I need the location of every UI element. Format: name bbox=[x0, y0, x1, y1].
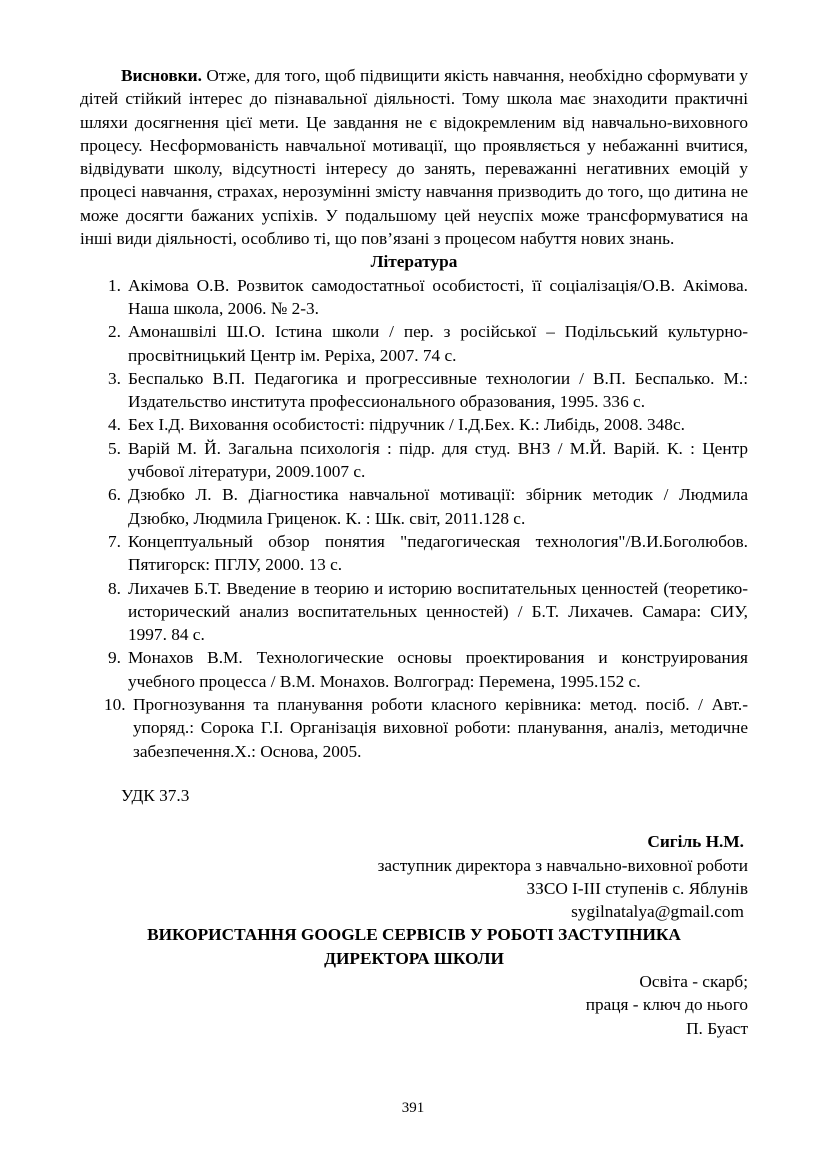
reference-item bbox=[80, 483, 748, 530]
reference-item bbox=[80, 437, 748, 484]
author-email: sygilnatalya@gmail.com bbox=[571, 902, 744, 922]
conclusion-paragraph bbox=[80, 64, 748, 250]
reference-number: 2. bbox=[108, 322, 121, 342]
literature-title: Література bbox=[370, 252, 458, 272]
reference-text: Амонашвілі Ш.О. Істина школи / пер. з російської – Подільський культурно-просвітницький Центр ім. Реріха, 2007. 74 с. bbox=[128, 322, 748, 365]
reference-number: 3. bbox=[108, 368, 121, 388]
reference-number: 8. bbox=[108, 578, 121, 598]
conclusion-text: Отже, для того, щоб підвищити якість навчання, необхідно сформувати у дітей стійкий інтерес до пізнавальної діяльності. Тому школа має знаходити практичні шляхи досягнення цієї мети. Це завдання не є відокремленим від навчально-виховного процесу. Несформованість навчальної мотивації, що проявляється у небажанні вчитися, відвідувати школу, відсутності інтересу до занять, переважанні негативних емоцій у процесі навчання, страхах, нерозумінні змісту навчання призводить до того, що дитина не може досягти бажаних успіхів. У подальшому цей неуспіх може трансформуватися на інші види діяльності, особливо ті, що пов’язані з процесом набуття нових знань. bbox=[80, 66, 748, 249]
reference-item bbox=[80, 693, 748, 763]
epigraph-line1: Освіта - скарб; bbox=[639, 971, 748, 991]
reference-text: Лихачев Б.Т. Введение в теорию и историю воспитательных ценностей (теоретико-исторический анализ воспитательных ценностей) / Б.Т. Лихачев. Самара: СИУ, 1997. 84 с. bbox=[128, 578, 748, 645]
reference-text: Дзюбко Л. В. Діагностика навчальної мотивації: збірник методик / Людмила Дзюбко, Людмила Гриценок. К. : Шк. світ, 2011.128 с. bbox=[128, 485, 748, 528]
reference-item bbox=[80, 367, 748, 414]
reference-item bbox=[80, 274, 748, 321]
author-school: ЗЗСО І-ІІІ ступенів с. Яблунів bbox=[526, 878, 748, 898]
reference-number: 4. bbox=[108, 415, 121, 435]
reference-text: Акімова О.В. Розвиток самодостатньої особистості, її соціалізація/О.В. Акімова. Наша школа, 2006. № 2-3. bbox=[128, 275, 748, 318]
reference-text: Концептуальный обзор понятия "педагогическая технология"/В.И.Боголюбов. Пятигорск: ПГЛУ, 2000. 13 с. bbox=[128, 531, 748, 575]
reference-text: Беспалько В.П. Педагогика и прогрессивные технологии / В.П. Беспалько. М.: Издательство института профессионального образования, 1995. 336 с. bbox=[128, 368, 748, 412]
reference-text: Прогнозування та планування роботи класного керівника: метод. посіб. / Авт.-упоряд.: Сорока Г.І. Організація виховної роботи: планування, аналіз, методичне забезпечення.Х.: Основа, 2005. bbox=[133, 695, 748, 761]
reference-number: 5. bbox=[108, 438, 121, 458]
page-number: 391 bbox=[401, 1100, 425, 1116]
reference-number: 6. bbox=[108, 485, 121, 505]
reference-number: 10. bbox=[104, 695, 126, 715]
epigraph-author: П. Буаст bbox=[686, 1018, 748, 1038]
author-name: Сигіль Н.М. bbox=[647, 832, 744, 852]
reference-text: Бех І.Д. Виховання особистості: підручник / І.Д.Бех. К.: Либідь, 2008. 348с. bbox=[128, 415, 685, 435]
reference-number: 9. bbox=[108, 648, 121, 668]
author-position: заступник директора з навчально-виховної роботи bbox=[377, 855, 748, 875]
epigraph-line2: праця - ключ до нього bbox=[585, 995, 748, 1015]
reference-item bbox=[80, 646, 748, 693]
udk-code: УДК 37.3 bbox=[121, 785, 190, 805]
reference-item bbox=[80, 530, 748, 577]
reference-list bbox=[80, 274, 748, 763]
reference-number: 1. bbox=[108, 275, 121, 295]
reference-item bbox=[80, 320, 748, 367]
reference-item bbox=[80, 413, 748, 436]
article-title-line1: ВИКОРИСТАННЯ GOOGLE СЕРВІСІВ У РОБОТІ ЗАСТУПНИКА bbox=[147, 925, 681, 945]
reference-text: Варій М. Й. Загальна психологія : підр. для студ. ВНЗ / М.Й. Варій. К. : Центр учбової літератури, 2009.1007 с. bbox=[128, 438, 748, 482]
article-title-line2: ДИРЕКТОРА ШКОЛИ bbox=[324, 948, 504, 968]
conclusion-heading: Висновки. bbox=[121, 66, 202, 85]
reference-number: 7. bbox=[108, 531, 121, 551]
reference-text: Монахов В.М. Технологические основы проектирования и конструирования учебного процесса / В.М. Монахов. Волгоград: Перемена, 1995.152 с. bbox=[128, 648, 748, 691]
reference-item bbox=[80, 577, 748, 647]
page-body bbox=[80, 64, 748, 1040]
